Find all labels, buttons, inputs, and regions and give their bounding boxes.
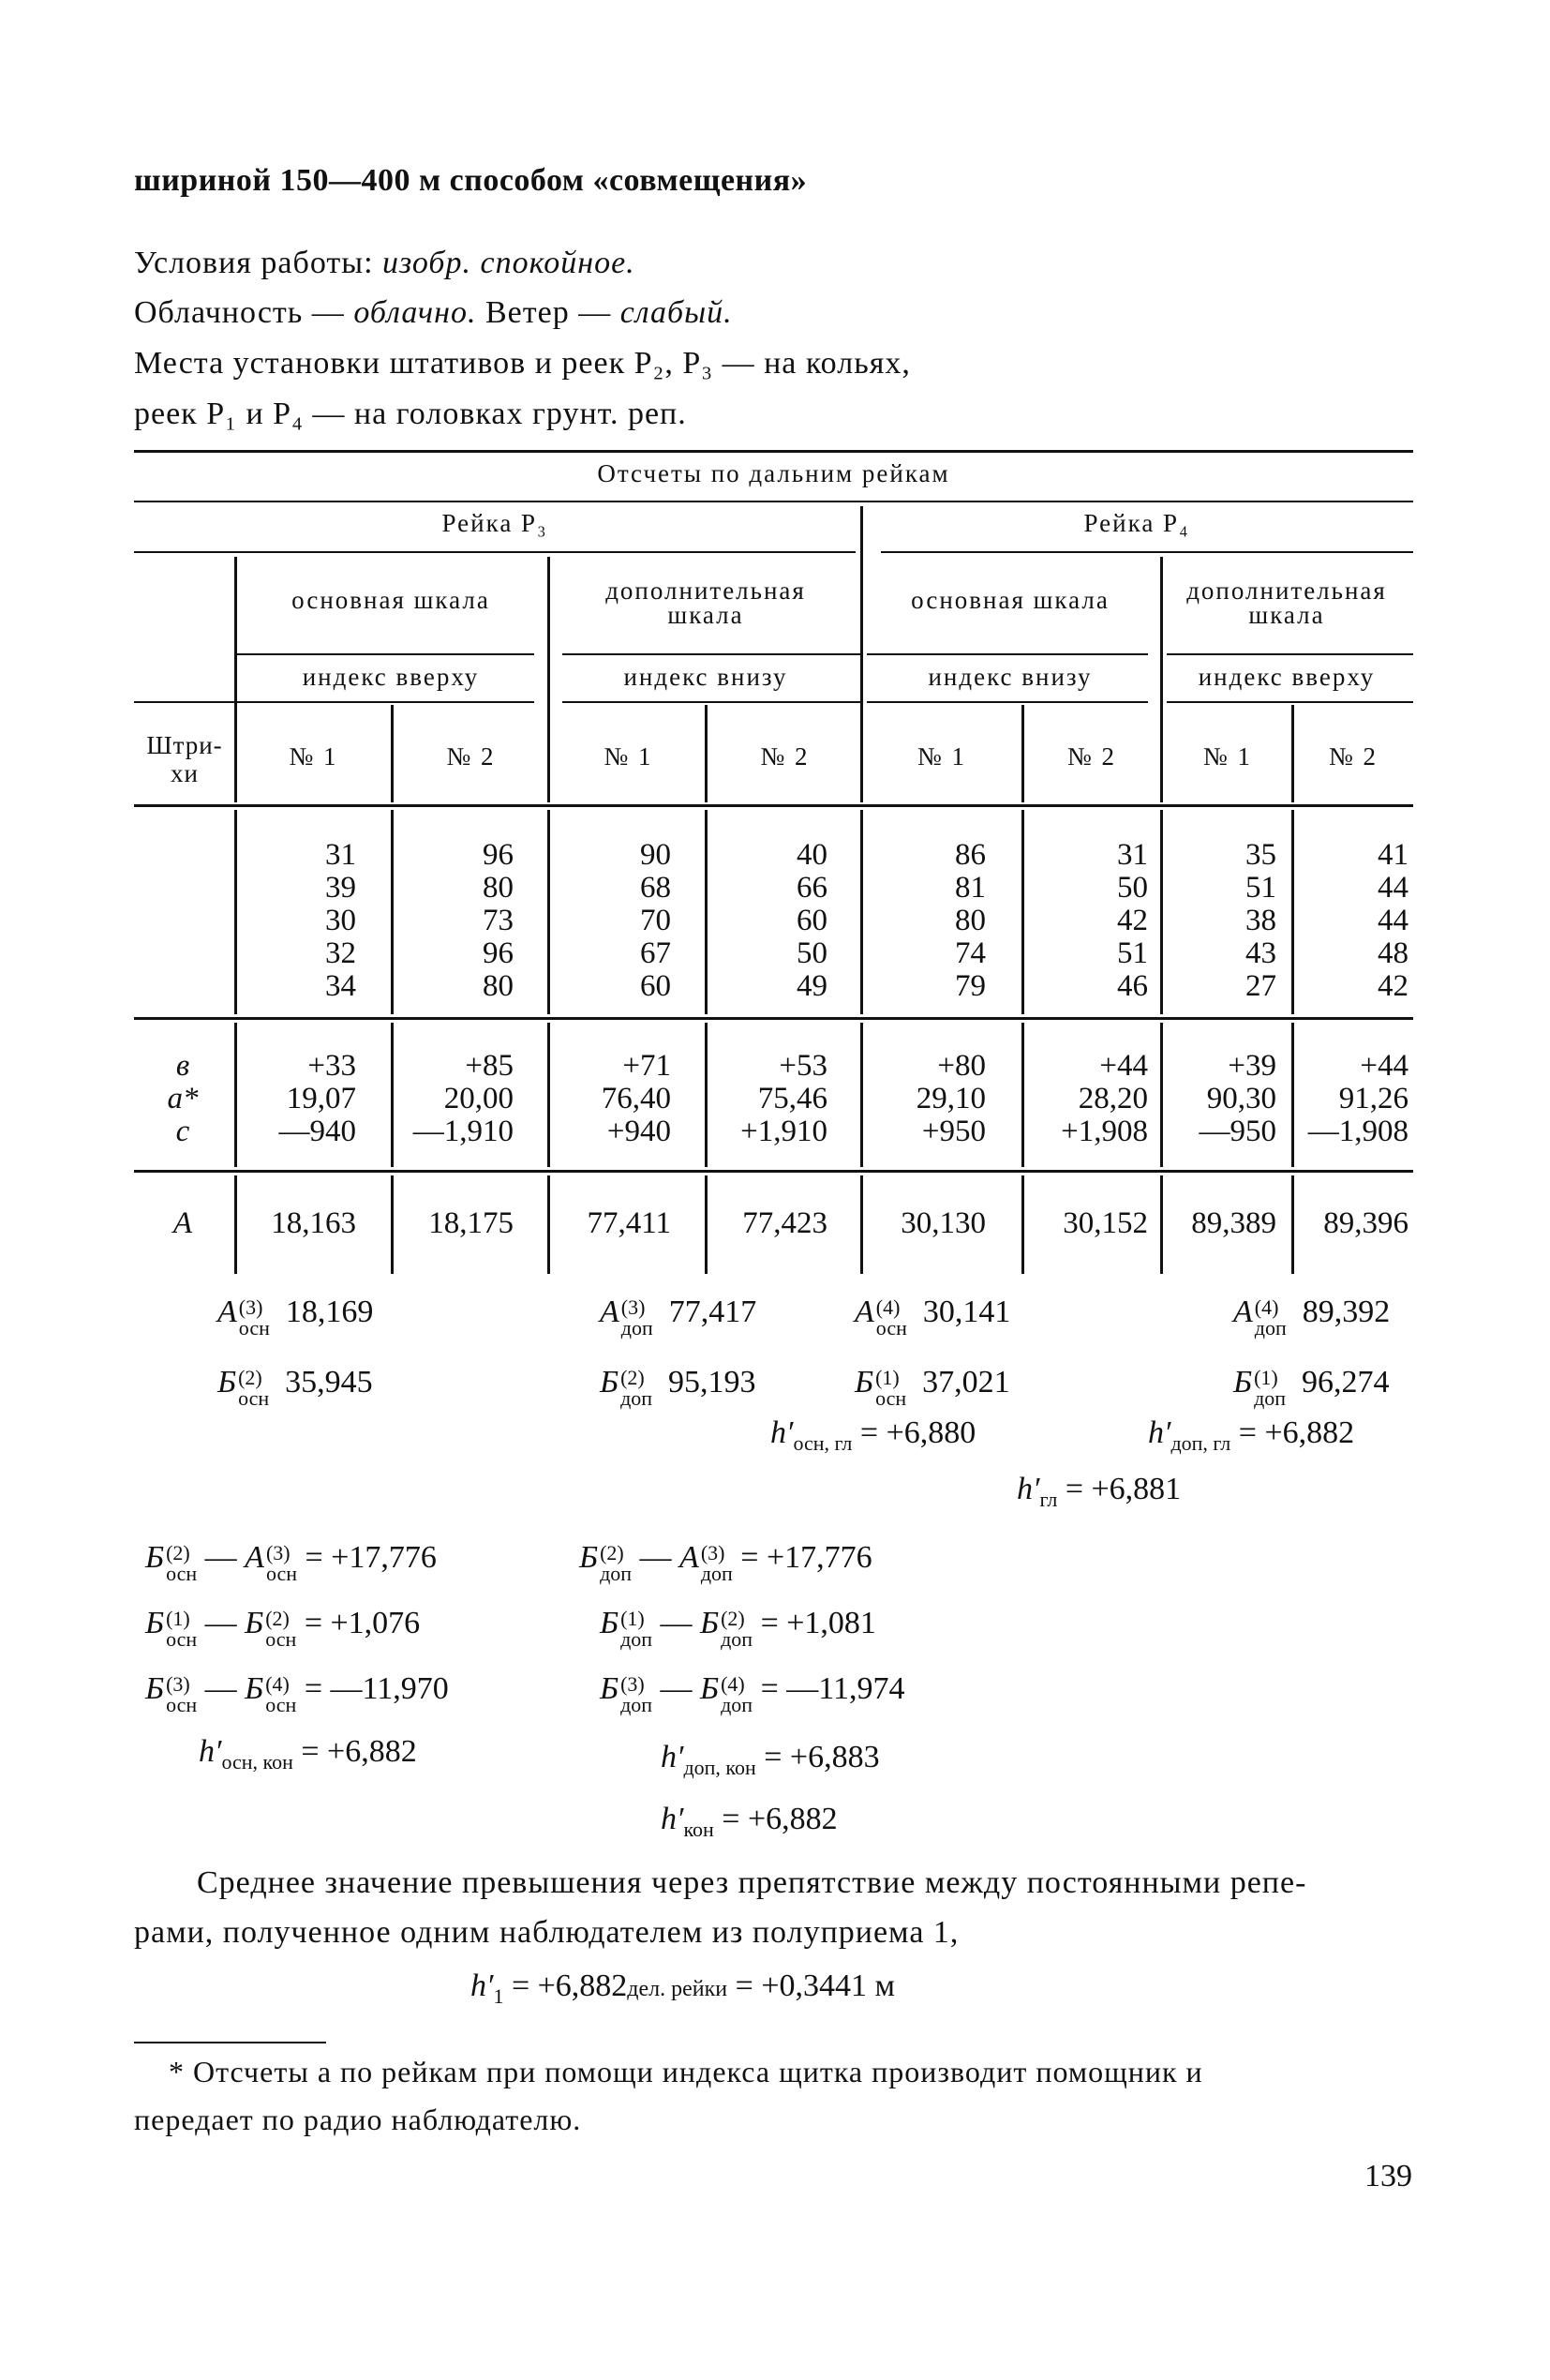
- rule: [562, 701, 860, 703]
- result-A4-osn: A (4) осн 30,141: [855, 1294, 1011, 1340]
- result-B1-dop: Б (1) доп 96,274: [1233, 1364, 1390, 1410]
- index-header: индекс вверху: [302, 663, 480, 691]
- result-B2-osn: Б (2) осн 35,945: [217, 1364, 373, 1410]
- computed-column: +39 90,30 —950: [1199, 1049, 1276, 1148]
- diff-2-osn: Б (1) осн — Б (2) осн = +1,076: [145, 1605, 421, 1651]
- col-header: № 1: [1202, 742, 1252, 771]
- h-osn-gl: $h'_{осн, гл} = +6,880$: [770, 1415, 976, 1455]
- col-header: № 2: [1066, 742, 1116, 771]
- readings-column: 40 66 60 50 49: [797, 838, 827, 1003]
- rule: [234, 557, 237, 802]
- footnote-line-1: * Отсчеты a по рейкам при помощи индекса щитка производит помощник и: [169, 2055, 1203, 2088]
- placement-line-2: реек P₁ и P₄ — на головках грунт. реп.: [134, 397, 687, 431]
- result-B2-dop: Б (2) доп 95,193: [600, 1364, 756, 1410]
- rail3-header: Рейка P₃: [441, 509, 548, 537]
- rule: [1291, 705, 1294, 802]
- col-header: № 2: [760, 742, 810, 771]
- computed-column: +80 29,10 +950: [916, 1049, 986, 1148]
- rule: [1167, 653, 1413, 655]
- final-result: $h'_1 = +6,882дел$. рейки = +0,3441 м: [470, 1968, 896, 2008]
- footnote-rule: [134, 2042, 326, 2043]
- paragraph-line-2: рами, полученное одним наблюдателем из полуприема 1,: [134, 1915, 960, 1950]
- h-gl: $h'_{гл} = +6,881$: [1017, 1472, 1182, 1511]
- readings-column: 35 51 38 43 27: [1245, 838, 1276, 1003]
- A-value: 18,175: [428, 1206, 514, 1240]
- row-label-A: A: [172, 1206, 193, 1240]
- rule: [1160, 557, 1163, 802]
- computed-column: +53 75,46 +1,910: [740, 1049, 827, 1148]
- rule: [867, 701, 1148, 703]
- rule: [547, 810, 550, 1014]
- rule: [134, 501, 1413, 502]
- work-conditions: Условия работы: изобр. спокойное.: [134, 246, 635, 280]
- add-scale-header: дополнительная шкала: [1186, 576, 1387, 629]
- rule: [391, 705, 394, 802]
- h-dop-gl: $h'_{доп, гл} = +6,882$: [1148, 1415, 1355, 1455]
- rule: [134, 551, 856, 553]
- computed-column: +85 20,00 —1,910: [412, 1049, 514, 1148]
- computed-column: +44 91,26 —1,908: [1307, 1049, 1408, 1148]
- row-label-b: в: [175, 1049, 190, 1083]
- rule: [705, 705, 708, 802]
- table-top-rule: [134, 450, 1413, 453]
- rule: [236, 701, 534, 703]
- A-value: 30,152: [1063, 1206, 1148, 1240]
- cloud-wind-conditions: Облачность — облачно. Ветер — слабый.: [134, 295, 733, 330]
- placement-line-1: Места установки штативов и реек P₂, P₃ — на кольях,: [134, 346, 911, 381]
- index-header: индекс вверху: [1198, 663, 1376, 691]
- rule: [1167, 701, 1413, 703]
- rule: [562, 653, 860, 655]
- rule: [860, 506, 863, 802]
- diff-2-dop: Б (1) доп — Б (2) доп = +1,081: [600, 1605, 876, 1651]
- rule: [134, 1017, 1413, 1020]
- computed-column: +71 76,40 +940: [601, 1049, 671, 1148]
- rule: [236, 653, 534, 655]
- add-scale-header: дополнительная шкала: [605, 576, 806, 629]
- diff-1-dop: Б (2) доп — A (3) доп = +17,776: [579, 1539, 872, 1585]
- col-header: № 1: [289, 742, 338, 771]
- index-header: индекс внизу: [928, 663, 1093, 691]
- footnote-line-2: передает по радио наблюдателю.: [134, 2103, 582, 2136]
- col-header: № 2: [446, 742, 496, 771]
- rule: [547, 557, 550, 802]
- computed-column: +33 19,07 —940: [278, 1049, 356, 1148]
- A-value: 18,163: [271, 1206, 356, 1240]
- main-scale-header: основная шкала: [911, 586, 1110, 614]
- rule: [134, 804, 1413, 807]
- readings-column: 96 80 73 96 80: [483, 838, 514, 1003]
- diff-3-dop: Б (3) доп — Б (4) доп = —11,974: [600, 1670, 905, 1716]
- h-kon: $h'_{кон} = +6,882$: [661, 1802, 838, 1841]
- readings-column: 86 81 80 74 79: [955, 838, 986, 1003]
- main-scale-header: основная шкала: [291, 586, 490, 614]
- result-B1-osn: Б (1) осн 37,021: [855, 1364, 1010, 1410]
- readings-column: 31 50 42 51 46: [1117, 838, 1148, 1003]
- row-label-c: c: [175, 1115, 190, 1148]
- readings-column: 31 39 30 32 34: [325, 838, 356, 1003]
- A-value: 30,130: [901, 1206, 986, 1240]
- rule: [867, 653, 1148, 655]
- rail4-header: Рейка P₄: [1083, 509, 1190, 537]
- col-header: № 1: [917, 742, 966, 771]
- diff-3-osn: Б (3) осн — Б (4) осн = —11,970: [145, 1670, 449, 1716]
- col-header: № 1: [604, 742, 653, 771]
- A-value: 89,389: [1191, 1206, 1276, 1240]
- result-A3-dop: A (3) доп 77,417: [600, 1294, 757, 1340]
- result-A4-dop: A (4) доп 89,392: [1233, 1294, 1391, 1340]
- rule: [881, 551, 1413, 553]
- readings-column: 90 68 70 67 60: [640, 838, 671, 1003]
- rule: [134, 701, 235, 703]
- readings-column: 41 44 44 48 42: [1378, 838, 1408, 1003]
- section-heading: шириной 150—400 м способом «совмещения»: [134, 163, 808, 198]
- diff-1-osn: Б (2) осн — A (3) осн = +17,776: [145, 1539, 437, 1585]
- index-header: индекс внизу: [623, 663, 788, 691]
- rule: [860, 1023, 863, 1167]
- rule: [547, 1175, 550, 1274]
- paragraph-line-1: Среднее значение превышения через препятствие между постоянными репе-: [197, 1865, 1307, 1900]
- table-caption: Отсчеты по дальним рейкам: [597, 459, 950, 487]
- strokes-header: Штри- хи: [146, 731, 223, 787]
- row-label-a: a*: [167, 1082, 199, 1115]
- computed-column: +44 28,20 +1,908: [1061, 1049, 1148, 1148]
- rule: [860, 810, 863, 1014]
- rule: [134, 1170, 1413, 1173]
- result-A3-osn: A (3) осн 18,169: [217, 1294, 374, 1340]
- h-dop-kon: $h'_{доп, кон} = +6,883$: [661, 1740, 880, 1779]
- col-header: № 2: [1328, 742, 1378, 771]
- page-number: 139: [1364, 2159, 1412, 2193]
- rule: [547, 1023, 550, 1167]
- rule: [1021, 705, 1024, 802]
- A-value: 89,396: [1323, 1206, 1408, 1240]
- h-osn-kon: $h'_{осн, кон} = +6,882$: [199, 1734, 417, 1774]
- rule: [860, 1175, 863, 1274]
- A-value: 77,411: [587, 1206, 671, 1240]
- A-value: 77,423: [742, 1206, 827, 1240]
